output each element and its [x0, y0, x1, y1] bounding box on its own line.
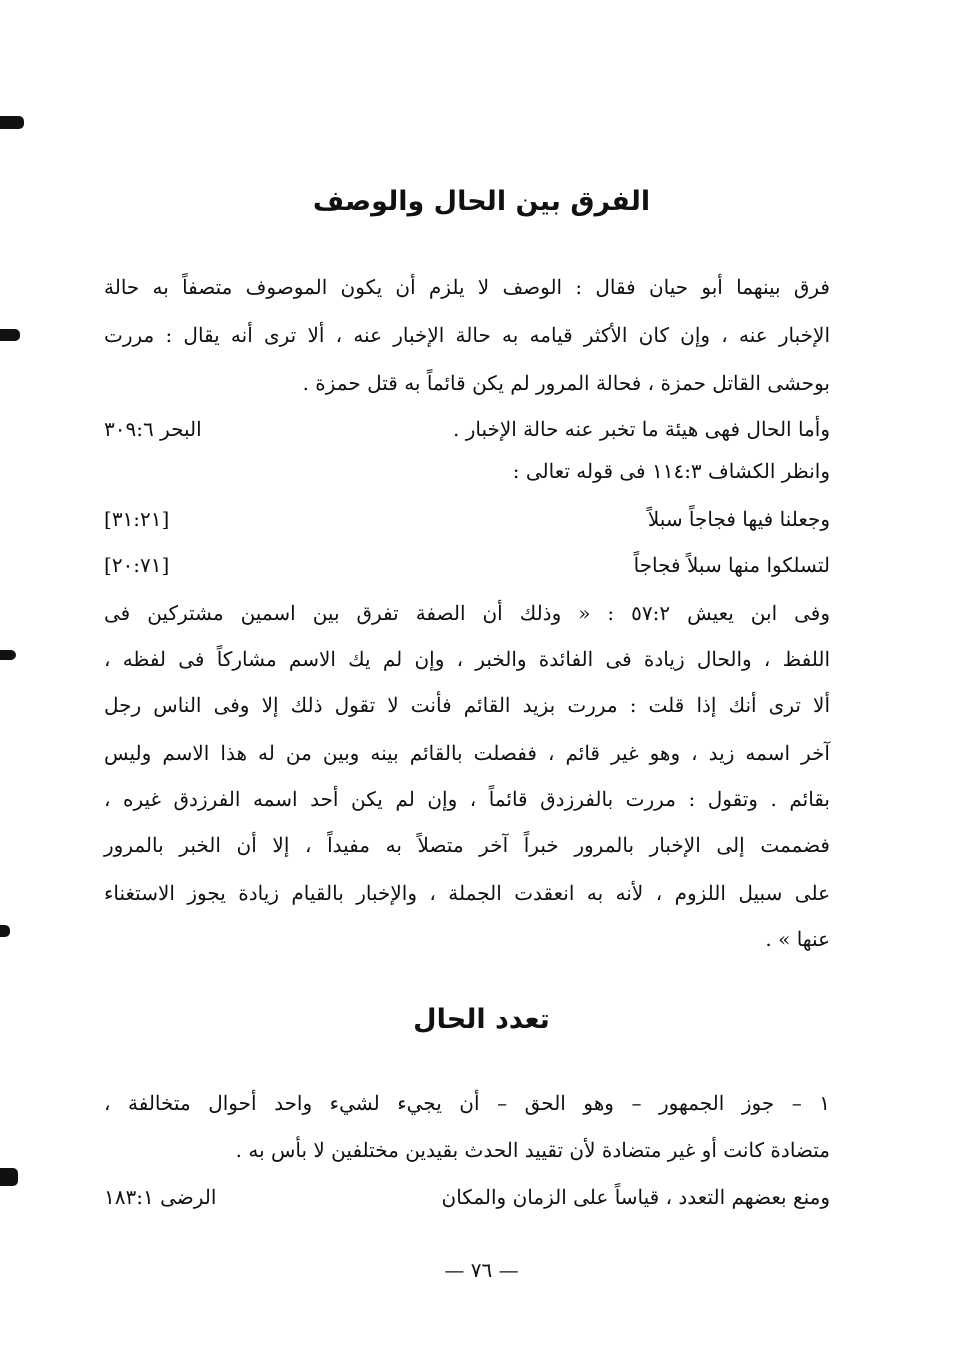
verse-reference: [٢٠:٧١]	[104, 553, 170, 577]
scan-edge-mark	[0, 925, 10, 937]
body-line-with-citation	[104, 1182, 830, 1212]
quote-line: ألا ترى أنك إذا قلت : مررت بزيد القائم فأنت لا تقول ذلك إلا وفى الناس رجل	[104, 693, 830, 717]
scan-edge-mark	[0, 650, 16, 660]
verse-reference: [٣١:٢١]	[104, 507, 170, 531]
quote-line: على سبيل اللزوم ، لأنه به انعقدت الجملة ، والإخبار بالقيام زيادة يجوز الاستغناء	[104, 881, 831, 905]
body-text: وأما الحال فهى هيئة ما تخبر عنه حالة الإخبار .	[452, 417, 830, 441]
verse-text: لتسلكوا منها سبلاً فجاجاً	[633, 553, 830, 577]
section-heading: الفرق بين الحال والوصف	[312, 186, 651, 217]
quote-line: عنها » .	[765, 927, 830, 951]
verse-text: وجعلنا فيها فجاجاً سبلاً	[647, 507, 830, 531]
quote-line: آخر اسمه زيد ، وهو غير قائم ، ففصلت بالقائم بينه وبين من له هذا الاسم وليس	[104, 741, 830, 765]
scan-edge-mark	[0, 329, 20, 341]
body-line: الإخبار عنه ، وإن كان الأكثر قيامه به حالة الإخبار عنه ، ألا ترى أنه يقال : مررت	[104, 323, 830, 347]
verse-line	[104, 550, 830, 580]
quote-line: وفى ابن يعيش ٥٧:٢ : « وذلك أن الصفة تفرق بين اسمين مشتركين فى	[104, 601, 830, 625]
verse-line	[104, 504, 830, 534]
quote-line: بقائم . وتقول : مررت بالفرزدق قائماً ، وإن لم يكن أحد اسمه الفرزدق غيره ،	[104, 787, 830, 811]
scan-edge-mark	[0, 116, 24, 129]
scan-edge-mark	[0, 1168, 18, 1186]
body-line: ١ – جوز الجمهور – وهو الحق – أن يجيء لشيء واحد أحوال متخالفة ،	[104, 1091, 830, 1115]
body-line: وانظر الكشاف ١١٤:٣ فى قوله تعالى :	[512, 459, 830, 483]
body-text: ومنع بعضهم التعدد ، قياساً على الزمان والمكان	[441, 1185, 830, 1209]
section-heading: تعدد الحال	[413, 1004, 550, 1035]
quote-line: فضممت إلى الإخبار بالمرور خبراً آخر متصلاً به مفيداً ، إلا أن الخبر بالمرور	[104, 833, 830, 857]
citation: البحر ٣٠٩:٦	[104, 417, 202, 441]
body-line-with-citation	[104, 414, 830, 444]
page-number: — ٧٦ —	[444, 1258, 519, 1282]
body-line: بوحشى القاتل حمزة ، فحالة المرور لم يكن قائماً به قتل حمزة .	[302, 371, 830, 395]
body-line: متضادة كانت أو غير متضادة لأن تقييد الحدث بقيدين مختلفين لا بأس به .	[235, 1138, 830, 1162]
citation: الرضى ١٨٣:١	[104, 1185, 217, 1209]
quote-line: اللفظ ، والحال زيادة فى الفائدة والخبر ، وإن لم يك الاسم مشاركاً فى لفظه ،	[104, 647, 830, 671]
body-line: فرق بينهما أبو حيان فقال : الوصف لا يلزم أن يكون الموصوف متصفاً به حالة	[104, 275, 830, 299]
